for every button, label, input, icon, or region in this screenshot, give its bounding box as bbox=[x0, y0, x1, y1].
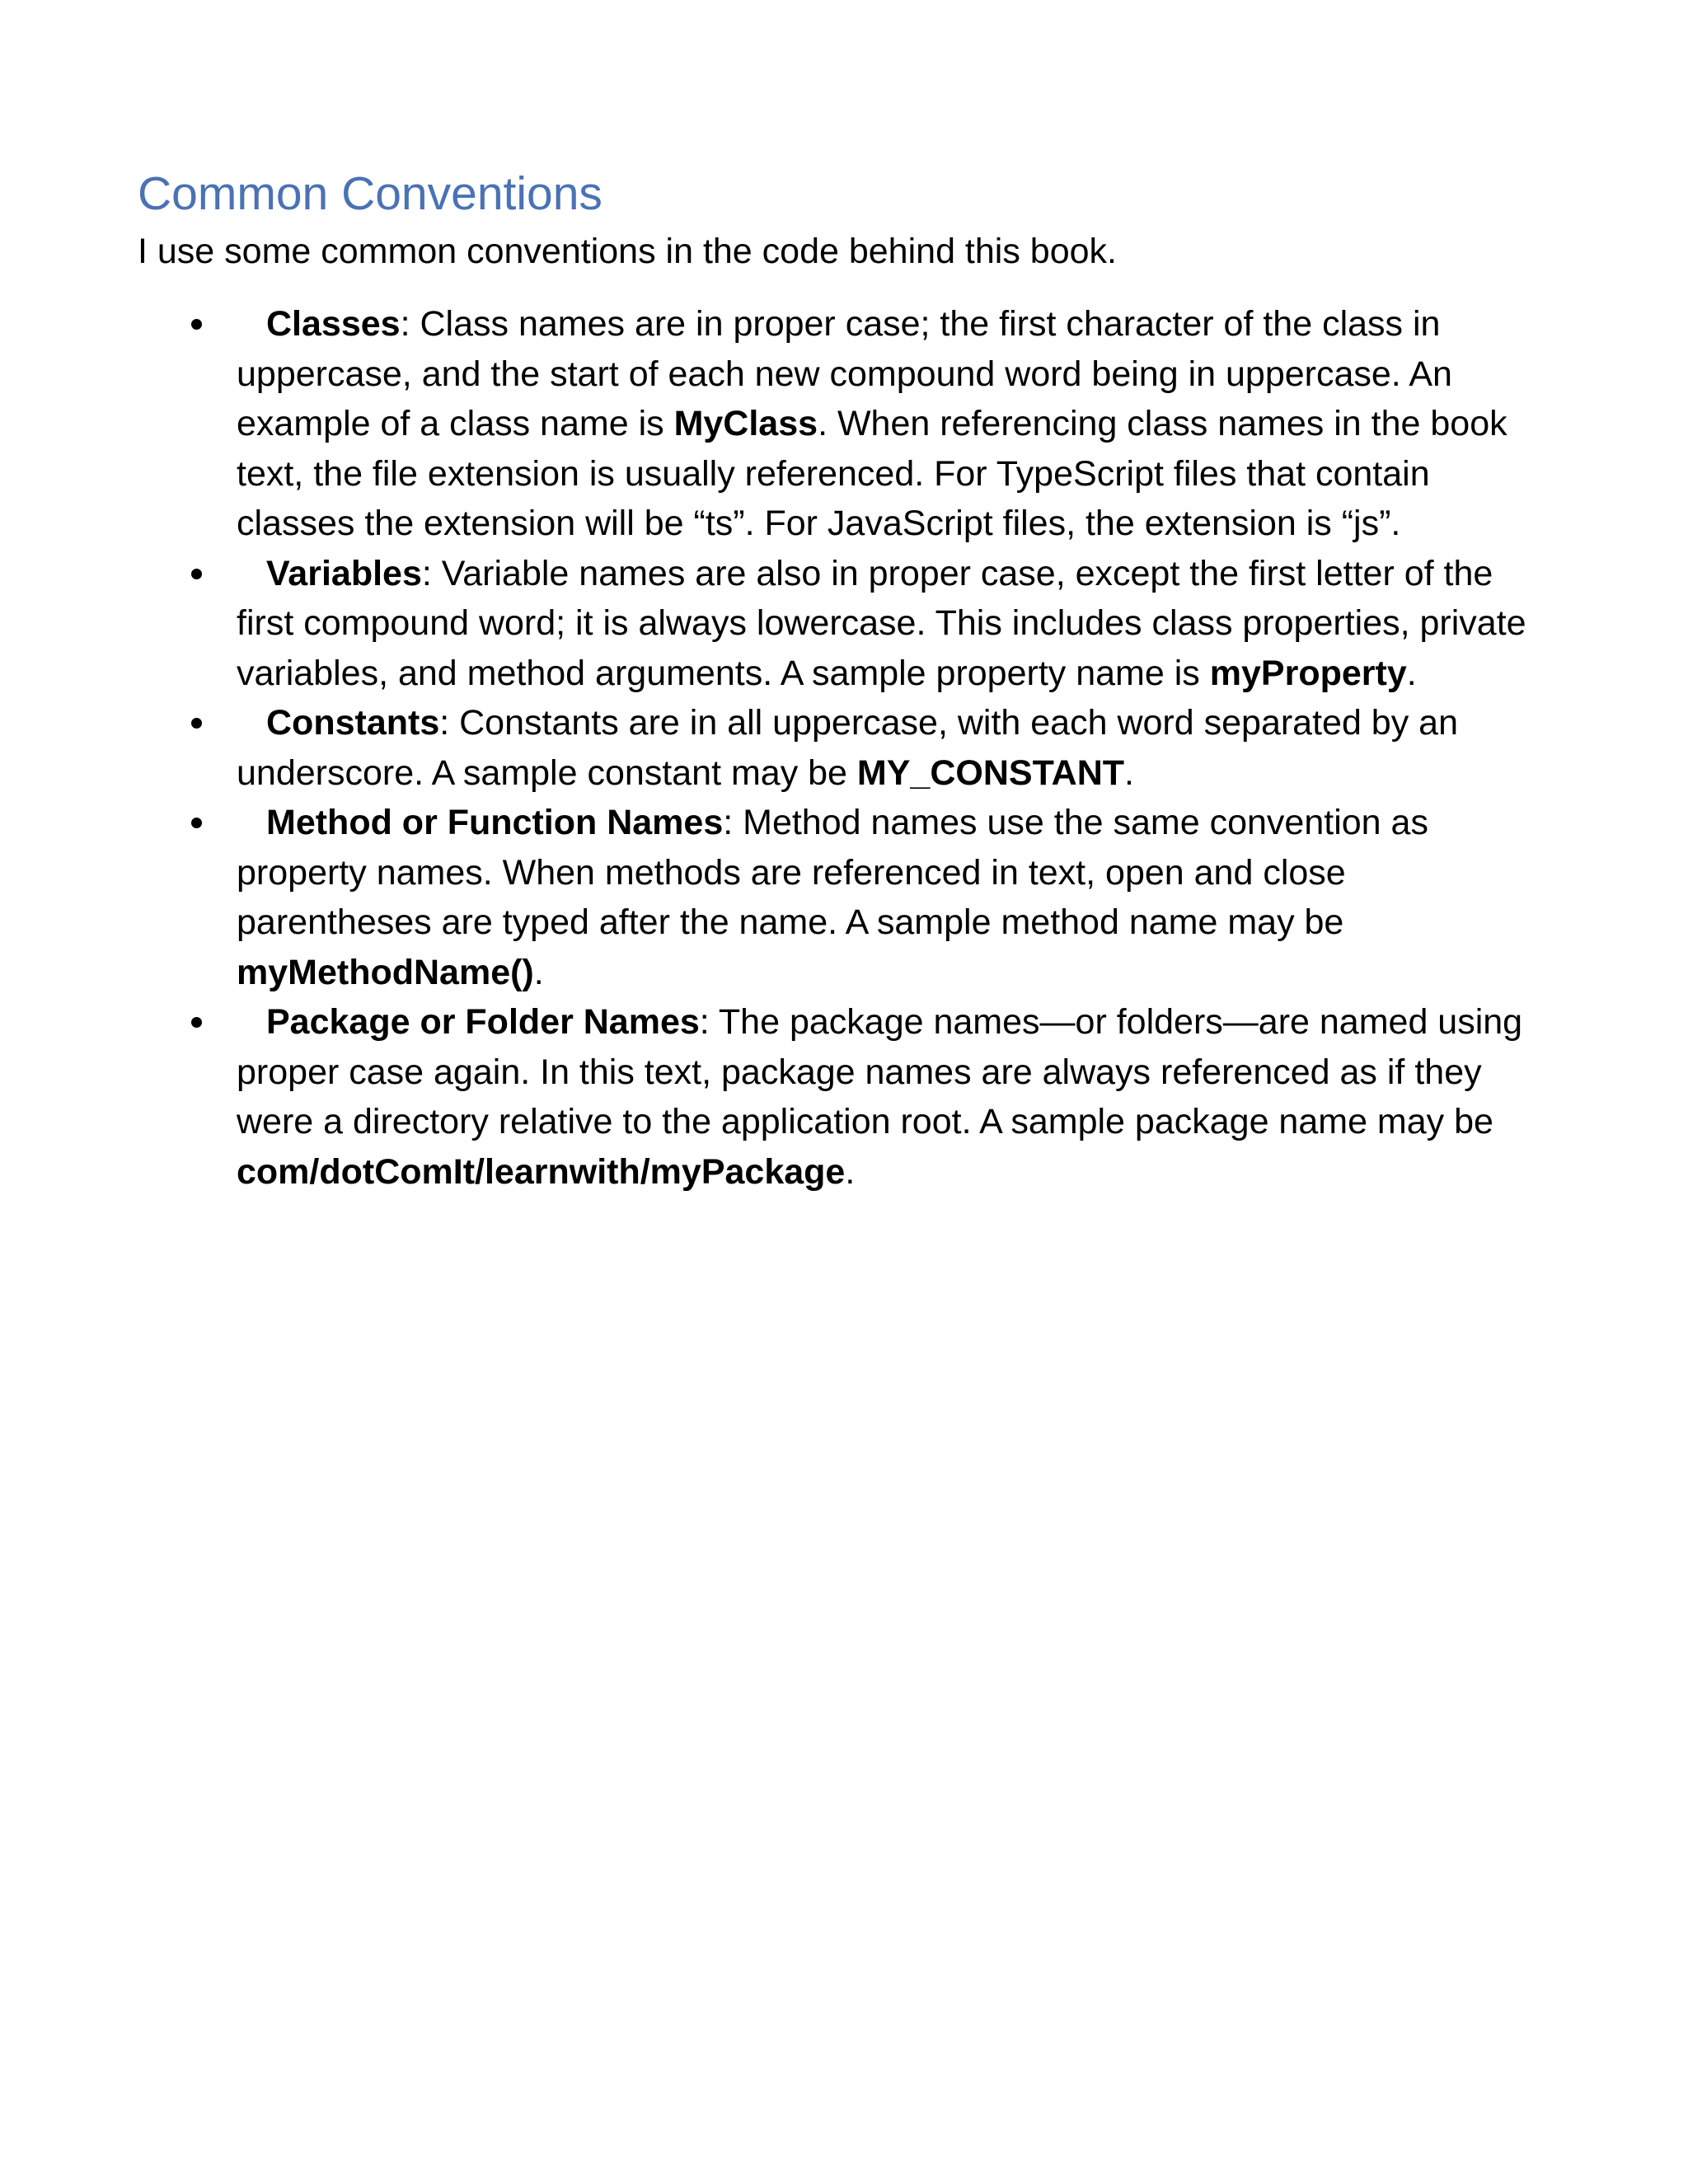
list-item-description-end: . When referencing class names in the book text, the file extension is usually referenced. For TypeScript files that contain classes the extension will be “ts”. For JavaScript files, the extension is “js”. bbox=[237, 404, 1507, 543]
section-heading: Common Conventions bbox=[138, 167, 603, 220]
list-item-term: Classes bbox=[266, 304, 401, 344]
list-item-example: myMethodName() bbox=[237, 952, 534, 992]
list-item-term: Variables bbox=[266, 553, 422, 593]
list-item-term: Constants bbox=[266, 703, 440, 743]
list-item-description-end: . bbox=[1406, 653, 1417, 693]
list-item-description-end: . bbox=[1124, 752, 1134, 793]
list-item-text bbox=[237, 798, 1539, 997]
list-item-description: : Class names are in proper case; the first character of the class in uppercase, and the start of each new compound word being in uppercase. An example of a class name is bbox=[237, 304, 1452, 443]
list-item-classes bbox=[138, 299, 1539, 549]
bullet-icon bbox=[191, 319, 202, 330]
bullet-icon bbox=[191, 1017, 202, 1028]
list-item-term: Package or Folder Names bbox=[266, 1002, 700, 1042]
list-item-text bbox=[237, 549, 1539, 699]
list-item-description: : Method names use the same convention as property names. When methods are referenced in text, open and close parentheses are typed after the name. A sample method name may be bbox=[237, 803, 1428, 942]
bullet-icon bbox=[191, 818, 202, 828]
list-item-term: Method or Function Names bbox=[266, 803, 724, 842]
list-item-constants bbox=[138, 698, 1539, 798]
list-item-package-names bbox=[138, 997, 1539, 1197]
list-item-example: com/dotComIt/learnwith/myPackage bbox=[237, 1151, 846, 1192]
list-item-example: MyClass bbox=[673, 404, 818, 443]
list-item-example: myProperty bbox=[1209, 653, 1407, 693]
document-page bbox=[138, 161, 1539, 1197]
bullet-icon bbox=[191, 569, 202, 579]
list-item-description: : The package names—or folders—are named using proper case again. In this text, package names are always referenced as if they were a directory relative to the application root. A sample package name may be bbox=[237, 1002, 1523, 1141]
list-item-description: : Variable names are also in proper case, except the first letter of the first compound word; it is always lowercase. This includes class properties, private variables, and method arguments. A sample property name is bbox=[237, 553, 1526, 693]
list-item-method-names bbox=[138, 798, 1539, 997]
list-item-example: MY_CONSTANT bbox=[856, 752, 1125, 793]
intro-paragraph: I use some common conventions in the code behind this book. bbox=[138, 232, 1117, 271]
list-item-description-end: . bbox=[845, 1151, 856, 1192]
list-item-variables bbox=[138, 549, 1539, 699]
bullet-icon bbox=[191, 718, 202, 729]
list-item-text bbox=[237, 698, 1539, 798]
list-item-description-end: . bbox=[533, 952, 544, 992]
list-item-text bbox=[237, 997, 1539, 1197]
list-item-description: : Constants are in all uppercase, with each word separated by an underscore. A sample constant may be bbox=[237, 703, 1459, 793]
conventions-list bbox=[138, 299, 1539, 1197]
list-item-text bbox=[237, 299, 1539, 549]
